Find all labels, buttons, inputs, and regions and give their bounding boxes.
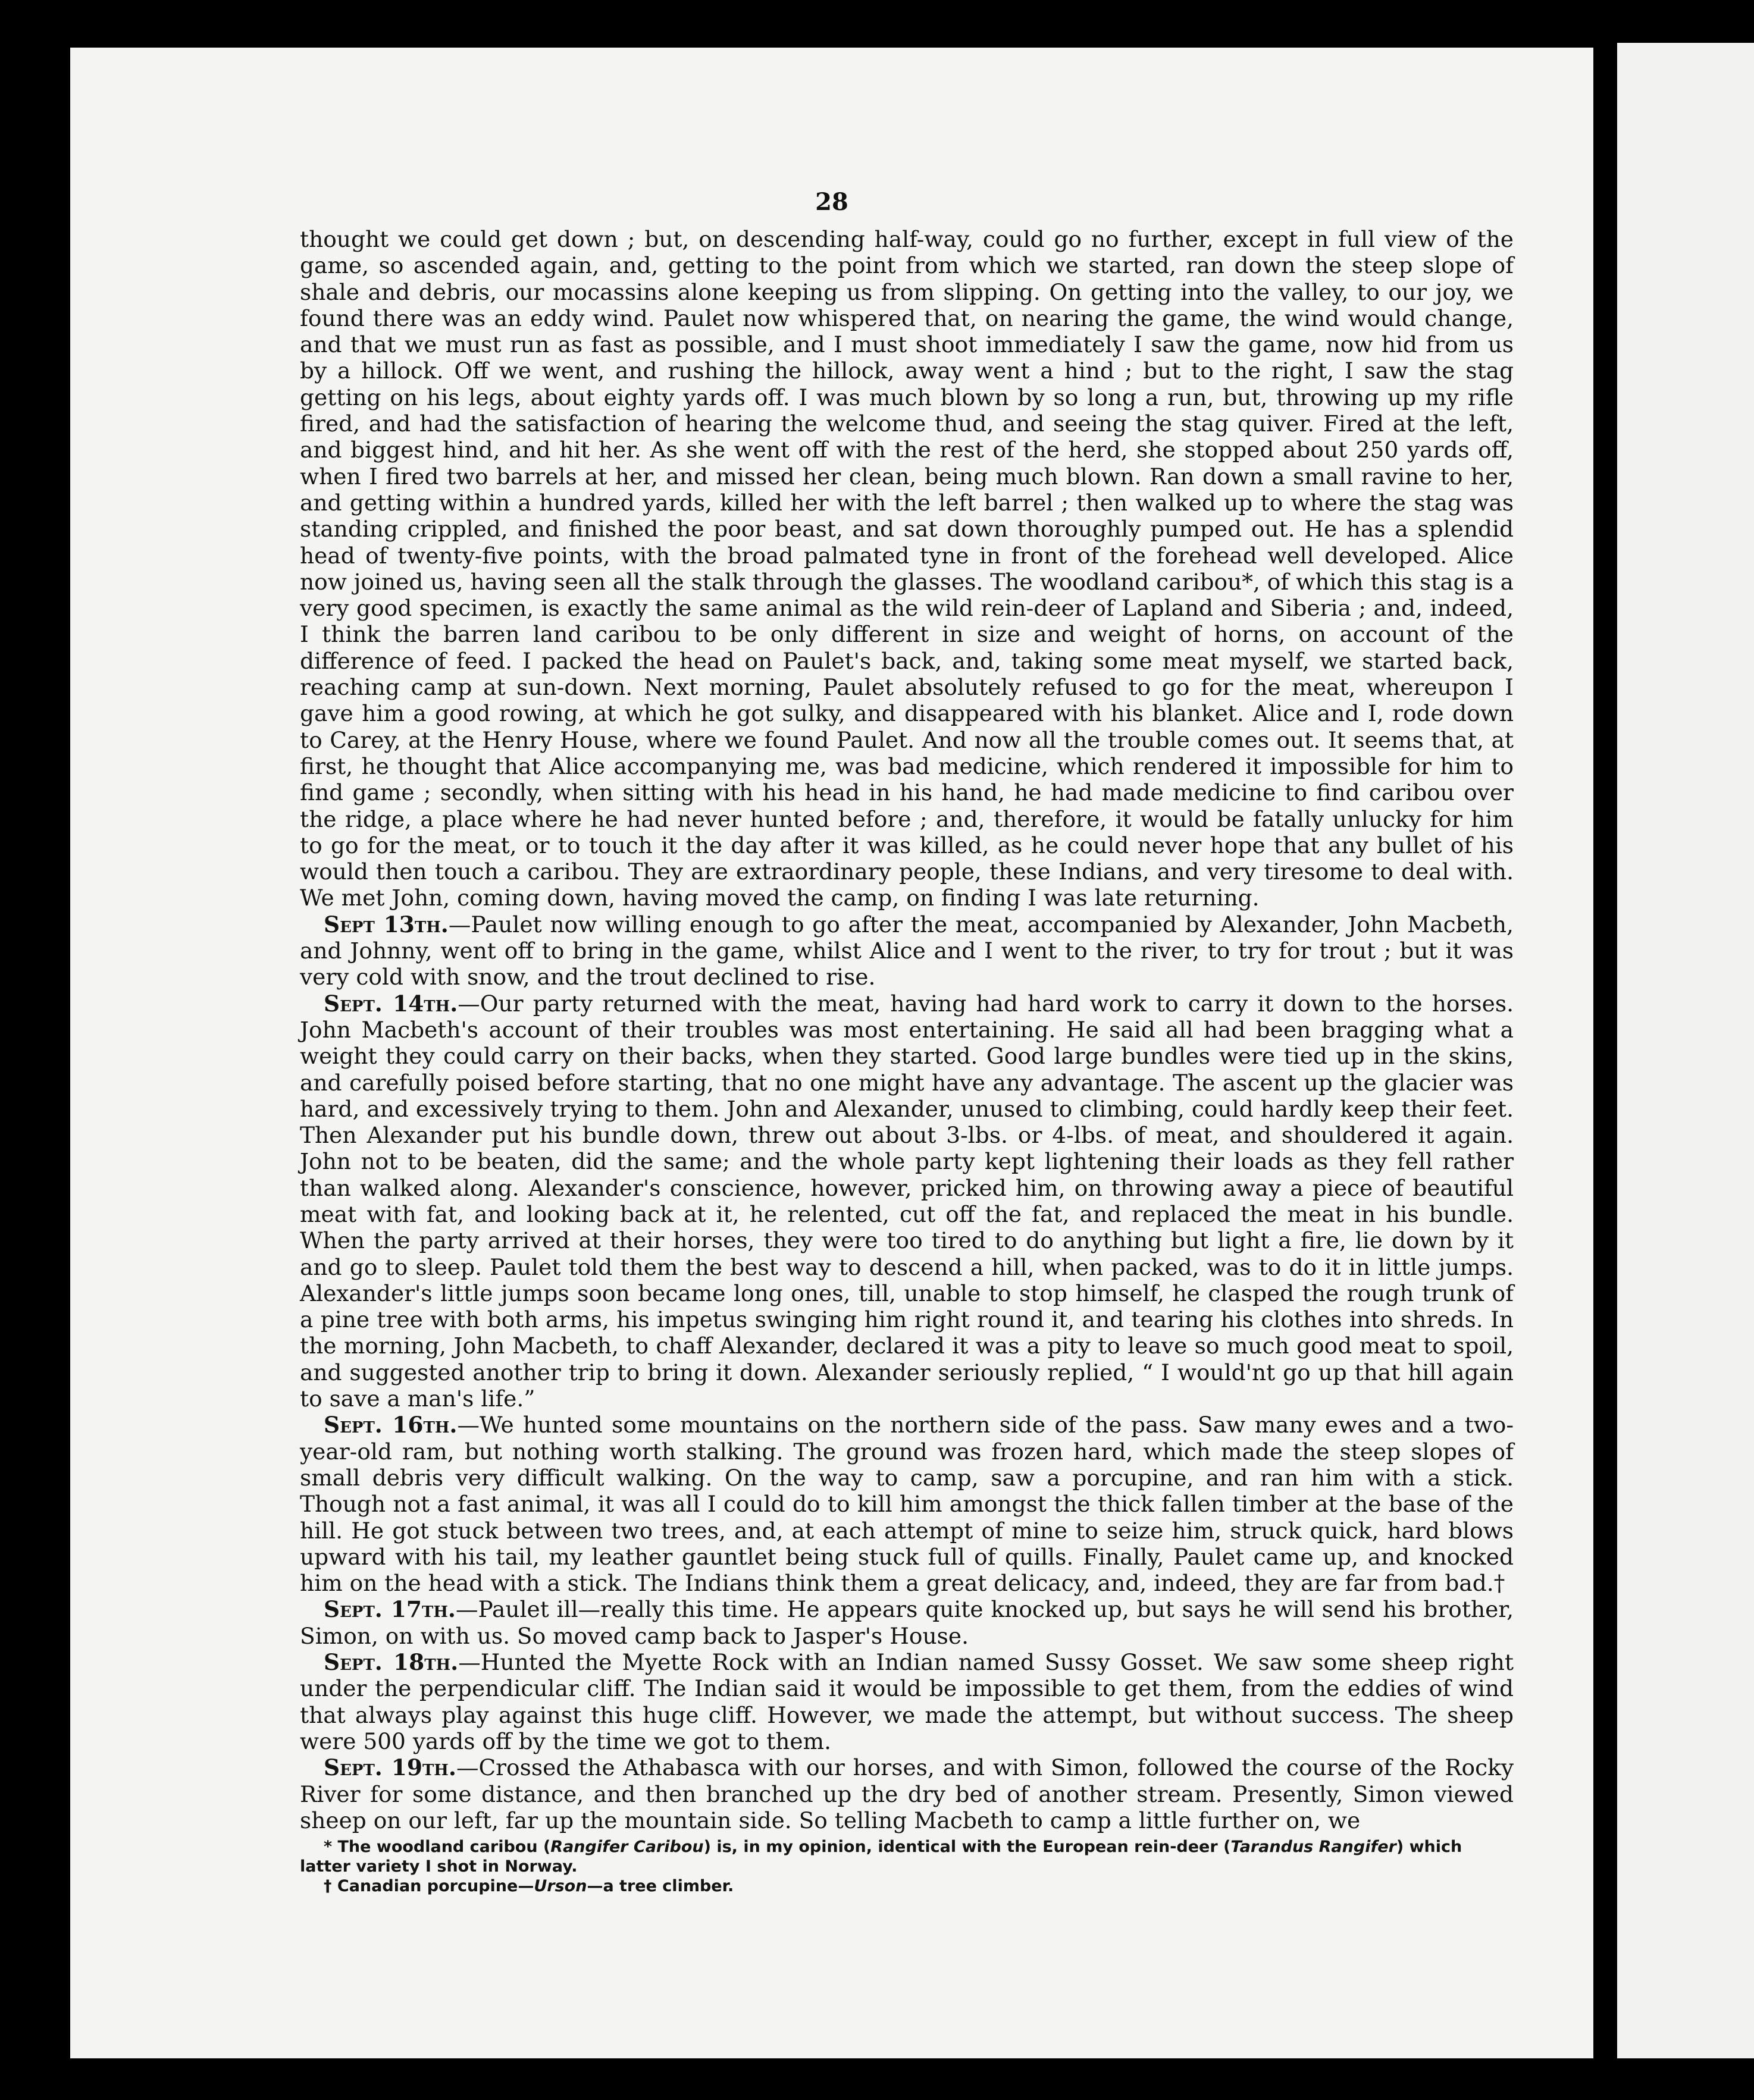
entry-date: Sept. 14th. xyxy=(324,990,458,1017)
footnote-italic: Tarandus Rangifer xyxy=(1230,1838,1396,1857)
footnote-text: ) is, in my opinion, identical with the European rein-deer ( xyxy=(703,1838,1231,1857)
entry-text: —Paulet ill—really this time. He appears quite knocked up, but says he will send his brother, Simon, on with us. So moved camp back to Jasper's House. xyxy=(300,1596,1514,1649)
paragraph-continued: thought we could get down ; but, on descending half-way, could go no further, except in full view of the game, so ascended again, and, getting to the point from which we started, ran down the steep slope of shale and debris, our mocassins alone keeping us from slipping. On getting into the valley, to our joy, we found there was an eddy wind. Paulet now whispered that, on nearing the game, the wind would change, and that we must run as fast as possible, and I must shoot immediately I saw the game, now hid from us by a hillock. Off we went, and rushing the hillock, away went a hind ; but to the right, I saw the stag getting on his legs, about eighty yards off. I was much blown by so long a run, but, throwing up my rifle fired, and had the satisfaction of hearing the welcome thud, and seeing the stag quiver. Fired at the left, and biggest hind, and hit her. As she went off with the rest of the herd, she stopped about 250 yards off, when I fired two barrels at her, and missed her clean, being much blown. Ran down a small ravine to her, and getting within a hundred yards, killed her with the left barrel ; then walked up to where the stag was standing crippled, and finished the poor beast, and sat down thoroughly pumped out. He has a splendid head of twenty-five points, with the broad palmated tyne in front of the forehead well developed. Alice now joined us, having seen all the stalk through the glasses. The woodland caribou*, of which this stag is a very good specimen, is exactly the same animal as the wild rein-deer of Lapland and Siberia ; and, indeed, I think the barren land caribou to be only different in size and weight of horns, on account of the difference of feed. I packed the head on Paulet's back, and, taking some meat myself, we started back, reaching camp at sun-down. Next morning, Paulet absolutely refused to go for the meat, whereupon I gave him a good rowing, at which he got sulky, and disappeared with his blanket. Alice and I, rode down to Carey, at the Henry House, where we found Paulet. And now all the trouble comes out. It seems that, at first, he thought that Alice accompanying me, was bad medicine, which rendered it impossible for him to find game ; secondly, when sitting with his head in his hand, he had made medicine to find caribou over the ridge, a place where he had never hunted before ; and, therefore, it would be fatally unlucky for him to go for the meat, or to touch it the day after it was killed, as he could never hope that any bullet of his would then touch a caribou. They are extraordinary people, these Indians, and very tiresome to deal with. We met John, coming down, having moved the camp, on finding I was late returning. xyxy=(300,226,1514,911)
entry-text: —Hunted the Myette Rock with an Indian named Sussy Gosset. We saw some sheep right under the perpendicular cliff. The Indian said it would be impossible to get them, from the eddies of wind that always play against this huge cliff. However, we made the attempt, but without success. The sheep were 500 yards off by the time we got to them. xyxy=(300,1649,1514,1754)
footnotes xyxy=(300,1837,1514,1896)
entry-date: Sept. 16th. xyxy=(324,1412,458,1438)
adjacent-page-edge xyxy=(1617,43,1754,2058)
entry-text: —Our party returned with the meat, having had hard work to carry it down to the horses. John Macbeth's account of their troubles was most entertaining. He said all had been bragging what a weight they could carry on their backs, when they started. Good large bundles were tied up in the skins, and carefully poised before starting, that no one might have any advantage. The ascent up the glacier was hard, and excessively trying to them. John and Alexander, unused to climbing, could hardly keep their feet. Then Alexander put his bundle down, threw out about 3-lbs. or 4-lbs. of meat, and shouldered it again. John not to be beaten, did the same; and the whole party kept lightening their loads as they fell rather than walked along. Alexander's conscience, however, pricked him, on throwing away a piece of beautiful meat with fat, and looking back at it, he relented, cut off the fat, and replaced the meat in his bundle. When the party arrived at their horses, they were too tired to do anything but light a fire, lie down by it and go to sleep. Paulet told them the best way to descend a hill, when packed, was to do it in little jumps. Alexander's little jumps soon became long ones, till, unable to stop himself, he clasped the rough trunk of a pine tree with both arms, his impetus swinging him right round it, and tearing his clothes into shreds. In the morning, John Macbeth, to chaff Alexander, declared it was a pity to leave so much good meat to spoil, and suggested another trip to bring it down. Alexander seriously replied, “ I would'nt go up that hill again to save a man's life.” xyxy=(300,990,1514,1412)
footnote-italic: Rangifer Caribou xyxy=(550,1838,704,1857)
entry-text: —Crossed the Athabasca with our horses, and with Simon, followed the course of the Rocky River for some distance, and then branched up the dry bed of another stream. Presently, Simon viewed sheep on our left, far up the mountain side. So telling Macbeth to camp a little further on, we xyxy=(300,1754,1514,1833)
footnote-text: * The woodland caribou ( xyxy=(324,1838,551,1857)
entry-text: —Paulet now willing enough to go after the meat, accompanied by Alexander, John Macbeth, and Johnny, went off to bring in the game, whilst Alice and I went to the river, to try for trout ; but it was very cold with snow, and the trout declined to rise. xyxy=(300,911,1514,991)
diary-entry-sept-16 xyxy=(300,1412,1514,1596)
footnote-text: † Canadian porcupine— xyxy=(324,1877,534,1896)
entry-date: Sept. 18th. xyxy=(324,1649,459,1676)
diary-entry-sept-19 xyxy=(300,1754,1514,1833)
footnote-porcupine xyxy=(300,1876,1514,1896)
body-text xyxy=(300,226,1514,1896)
footnote-text: ) which latter variety I shot in Norway. xyxy=(300,1838,1462,1876)
diary-entry-sept-17 xyxy=(300,1596,1514,1649)
entry-date: Sept. 17th. xyxy=(324,1596,456,1623)
footnote-text: —a tree climber. xyxy=(587,1877,734,1896)
diary-entry-sept-13 xyxy=(300,911,1514,991)
footnote-caribou xyxy=(300,1837,1514,1876)
entry-text: —We hunted some mountains on the northern side of the pass. Saw many ewes and a two-year-old ram, but nothing worth stalking. The ground was frozen hard, which made the steep slopes of small debris very difficult walking. On the way to camp, saw a porcupine, and ran him with a stick. Though not a fast animal, it was all I could do to kill him amongst the thick fallen timber at the base of the hill. He got stuck between two trees, and, at each attempt of mine to seize him, struck quick, hard blows upward with his tail, my leather gauntlet being stuck full of quills. Finally, Paulet came up, and knocked him on the head with a stick. The Indians think them a great delicacy, and, indeed, they are far from bad.† xyxy=(300,1412,1514,1597)
page-number: 28 xyxy=(815,188,848,216)
entry-date: Sept. 19th. xyxy=(324,1754,456,1781)
footnote-italic: Urson xyxy=(534,1877,587,1896)
entry-date: Sept 13th. xyxy=(324,911,449,938)
diary-entry-sept-14 xyxy=(300,991,1514,1412)
diary-entry-sept-18 xyxy=(300,1649,1514,1754)
book-page xyxy=(70,48,1593,2058)
